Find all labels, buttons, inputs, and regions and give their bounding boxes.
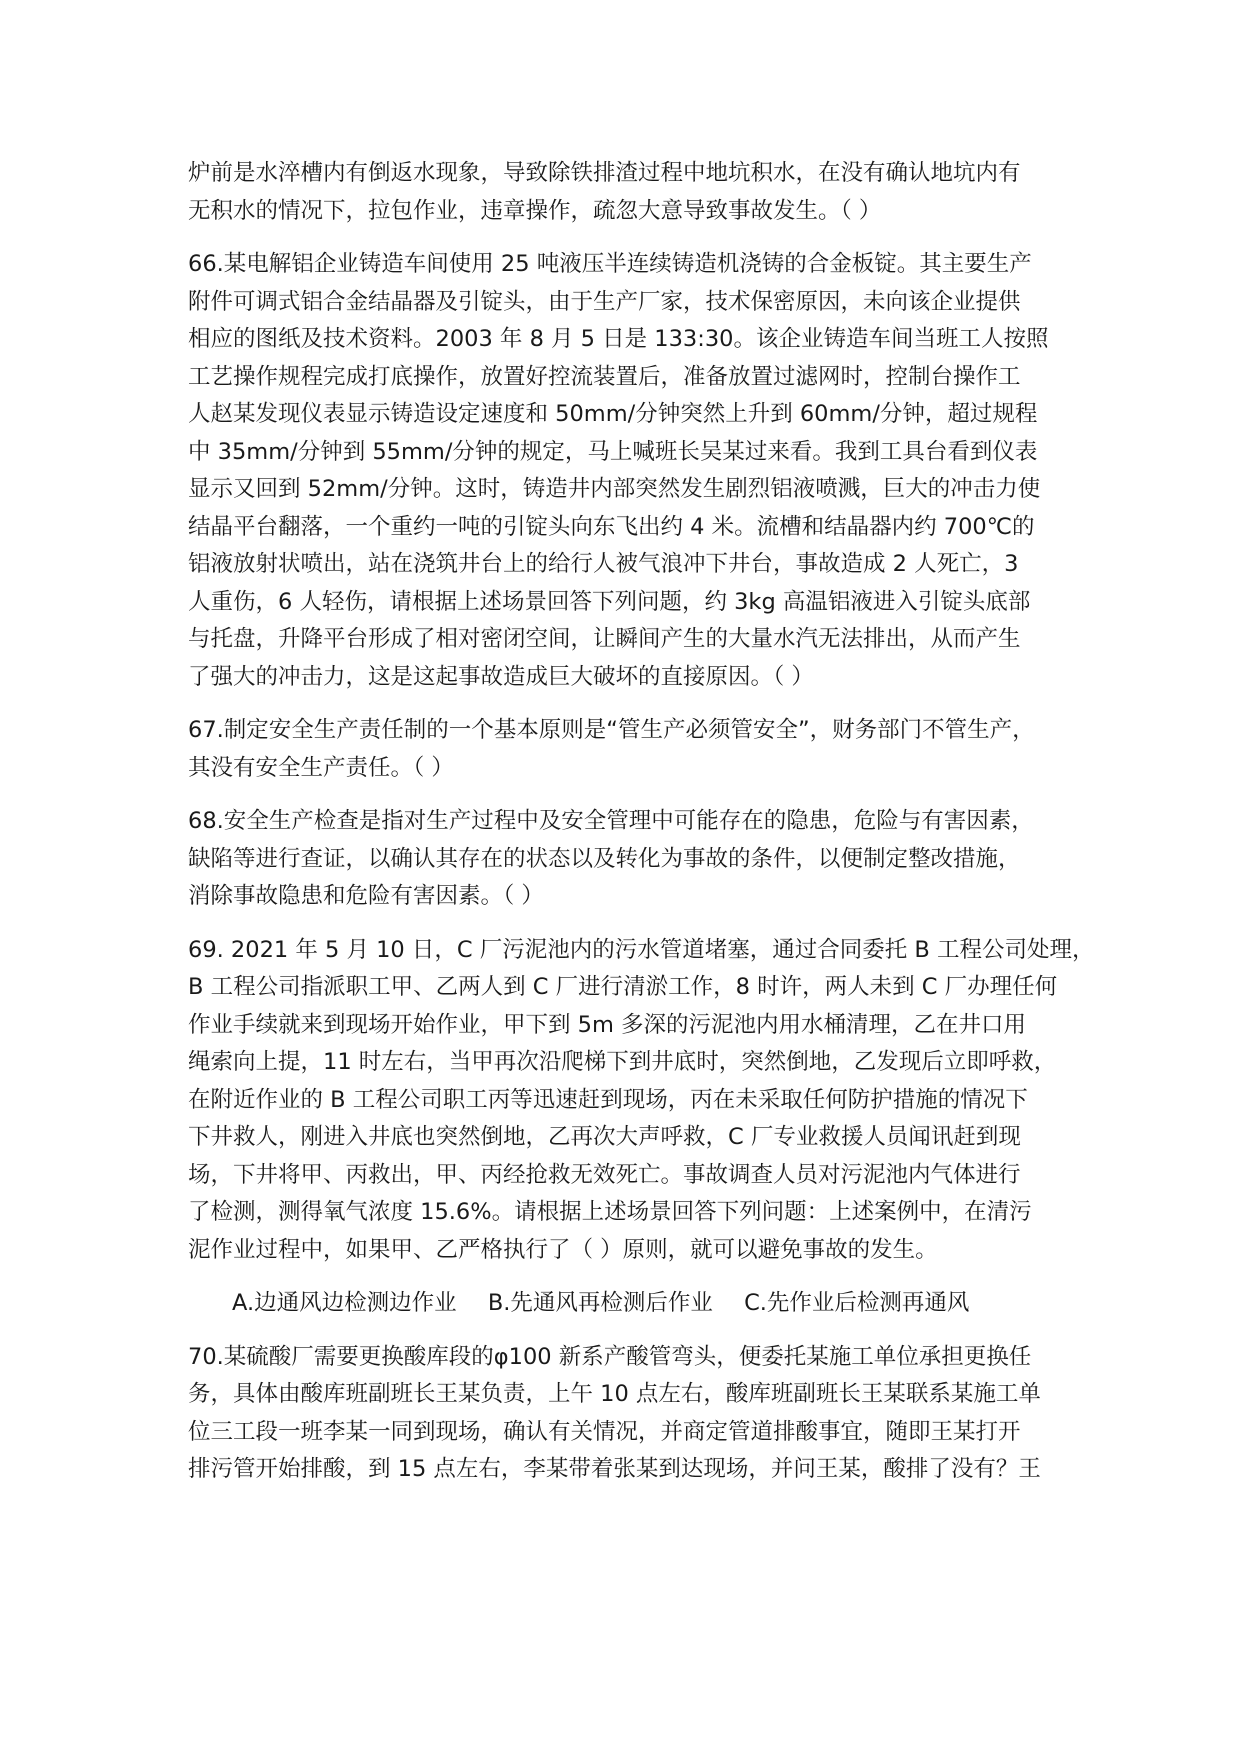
question-68	[188, 803, 1078, 916]
option-b: B.先通风再检测后作业	[487, 1290, 713, 1316]
text-line: 显示又回到 52mm/分钟。这时，铸造井内部突然发生剧烈铝液喷溅，巨大的冲击力使	[188, 476, 1041, 502]
text-line: 炉前是水淬槽内有倒返水现象，导致除铁排渣过程中地坑积水，在没有确认地坑内有	[188, 160, 1021, 186]
text-line: 位三工段一班李某一同到现场，确认有关情况，并商定管道排酸事宜，随即王某打开	[188, 1418, 1021, 1445]
question-66	[188, 246, 1078, 696]
text-line: B 工程公司指派职工甲、乙两人到 C 厂进行清淤工作，8 时许，两人未到 C 厂办理任何	[188, 974, 1058, 1000]
text-line: 其没有安全生产责任。（ ）	[188, 754, 454, 781]
text-line: 消除事故隐患和危险有害因素。（ ）	[188, 883, 544, 909]
text-line: 下井救人，刚进入井底也突然倒地，乙再次大声呼救，C 厂专业救援人员闻讯赶到现	[188, 1124, 1021, 1150]
text-line: 了强大的冲击力，这是这起事故造成巨大破坏的直接原因。（ ）	[188, 663, 814, 690]
text-line: 泥作业过程中，如果甲、乙严格执行了（ ）原则，就可以避免事故的发生。	[188, 1236, 938, 1263]
document-body	[188, 155, 1095, 1505]
text-line: 绳索向上提，11 时左右，当甲再次沿爬梯下到井底时，突然倒地，乙发现后立即呼救，	[188, 1049, 1057, 1075]
option-c: C.先作业后检测再通风	[744, 1290, 970, 1316]
text-line: 69. 2021 年 5 月 10 日，C 厂污泥池内的污水管道堵塞，通过合同委托 B 工程公司处理，	[188, 936, 1095, 963]
question-69-options	[188, 1285, 1078, 1323]
text-line: 68.安全生产检查是指对生产过程中及安全管理中可能存在的隐患，危险与有害因素，	[188, 808, 1034, 834]
text-line: 铝液放射状喷出，站在浇筑井台上的给行人被气浪冲下井台，事故造成 2 人死亡，3	[188, 551, 1019, 577]
text-line: 作业手续就来到现场开始作业，甲下到 5m 多深的污泥池内用水桶清理，乙在井口用	[188, 1011, 1027, 1038]
text-line: 中 35mm/分钟到 55mm/分钟的规定，马上喊班长吴某过来看。我到工具台看到仪表	[188, 438, 1038, 465]
text-line: 70.某硫酸厂需要更换酸库段的φ100 新系产酸管弯头，便委托某施工单位承担更换任	[188, 1343, 1032, 1370]
text-line: 了检测，测得氧气浓度 15.6%。请根据上述场景回答下列问题：上述案例中，在清污	[188, 1199, 1032, 1225]
text-line: 无积水的情况下，拉包作业，违章操作，疏忽大意导致事故发生。（ ）	[188, 197, 882, 224]
text-line: 66.某电解铝企业铸造车间使用 25 吨液压半连续铸造机浇铸的合金板锭。其主要生产	[188, 251, 1032, 277]
question-69	[188, 932, 1095, 1270]
paragraph-continuation	[188, 155, 1078, 230]
text-line: 与托盘，升降平台形成了相对密闭空间，让瞬间产生的大量水汽无法排出，从而产生	[188, 626, 1021, 652]
option-a: A.边通风边检测边作业	[232, 1290, 457, 1316]
text-line: 缺陷等进行查证，以确认其存在的状态以及转化为事故的条件，以便制定整改措施，	[188, 845, 1021, 872]
text-line: 在附近作业的 B 工程公司职工丙等迅速赶到现场，丙在未采取任何防护措施的情况下	[188, 1086, 1028, 1113]
text-line: 务，具体由酸库班副班长王某负责，上午 10 点左右，酸库班副班长王某联系某施工单	[188, 1381, 1041, 1407]
text-line: 工艺操作规程完成打底操作，放置好控流装置后，准备放置过滤网时，控制台操作工	[188, 363, 1021, 390]
question-70	[188, 1339, 1078, 1489]
text-line: 排污管开始排酸，到 15 点左右，李某带着张某到达现场，并问王某，酸排了没有？王	[188, 1456, 1041, 1482]
text-line: 附件可调式铝合金结晶器及引锭头，由于生产厂家，技术保密原因，未向该企业提供	[188, 288, 1021, 315]
text-line: 67.制定安全生产责任制的一个基本原则是“管生产必须管安全”，财务部门不管生产，	[188, 717, 1035, 743]
question-67	[188, 712, 1078, 787]
text-line: 相应的图纸及技术资料。2003 年 8 月 5 日是 133:30。该企业铸造车间当班工人按照	[188, 326, 1049, 352]
text-line: 人重伤，6 人轻伤，请根据上述场景回答下列问题，约 3kg 高温铝液进入引锭头底部	[188, 588, 1031, 615]
text-line: 人赵某发现仪表显示铸造设定速度和 50mm/分钟突然上升到 60mm/分钟，超过规程	[188, 401, 1038, 427]
text-line: 结晶平台翻落，一个重约一吨的引锭头向东飞出约 4 米。流槽和结晶器内约 700℃的	[188, 513, 1035, 540]
text-line: 场，下井将甲、丙救出，甲、丙经抢救无效死亡。事故调查人员对污泥池内气体进行	[188, 1161, 1021, 1188]
